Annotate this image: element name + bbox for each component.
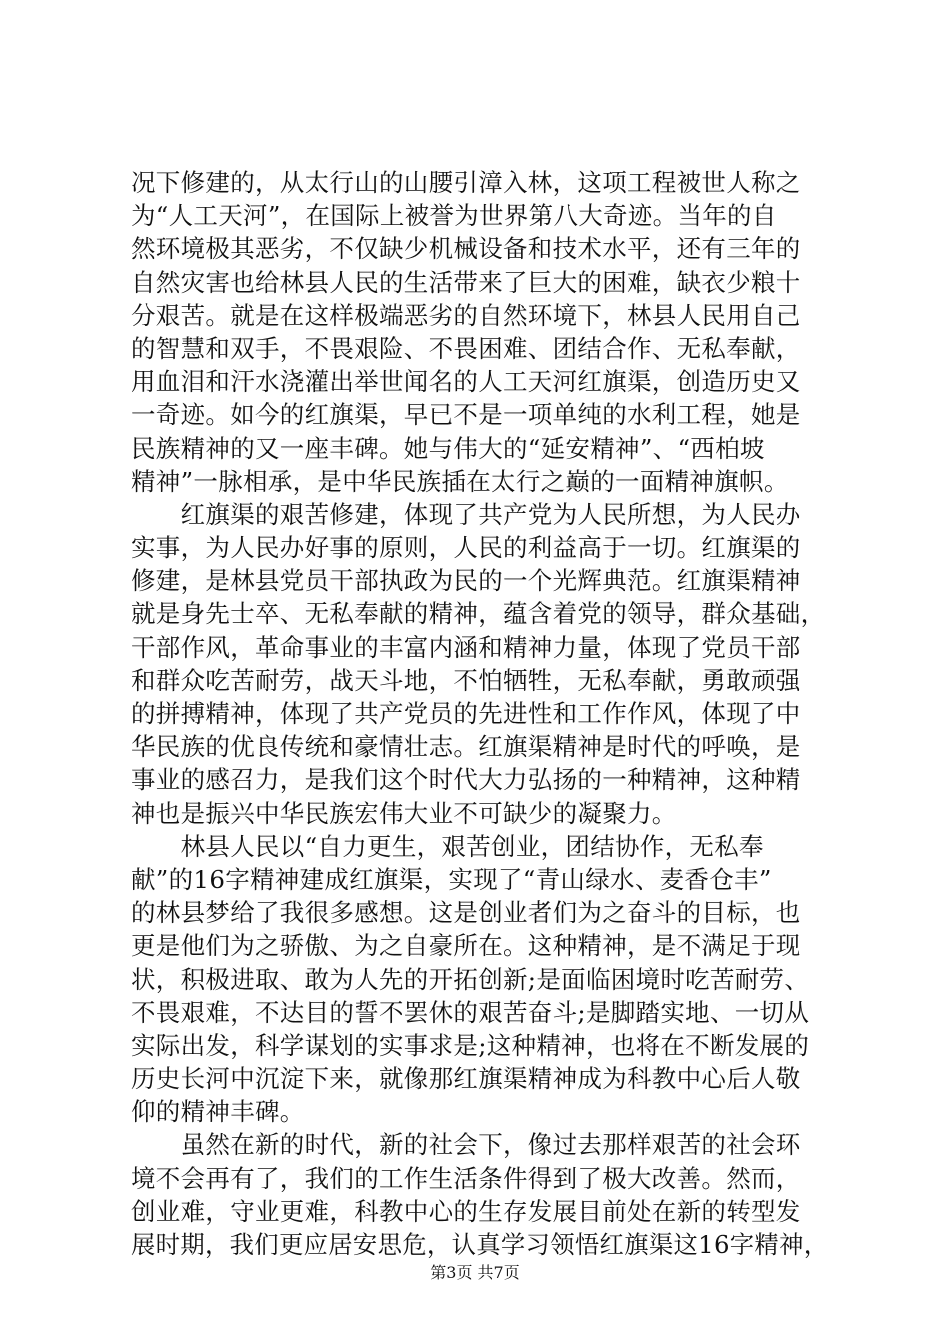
text-line: 分艰苦。就是在这样极端恶劣的自然环境下，林县人民用自己: [131, 300, 801, 330]
text-line: 的拼搏精神，体现了共产党员的先进性和工作作风，体现了中: [131, 699, 801, 728]
text-line: 历史长河中沉淀下来，就像那红旗渠精神成为科教中心后人敬: [131, 1064, 801, 1094]
text-line: 虽然在新的时代，新的社会下，像过去那样艰苦的社会环: [131, 1130, 801, 1160]
text-line: 的智慧和双手，不畏艰险、不畏困难、团结合作、无私奉献，: [131, 333, 801, 363]
text-line: 仰的精神丰碑。: [131, 1097, 305, 1127]
text-line: 林县人民以“自力更生，艰苦创业，团结协作，无私奉: [131, 831, 764, 861]
body-text: [131, 166, 831, 1261]
text-line: 展时期，我们更应居安思危，认真学习领悟红旗渠这16字精神，: [131, 1230, 829, 1259]
text-line: 华民族的优良传统和豪情壮志。红旗渠精神是时代的呼唤，是: [131, 732, 801, 762]
text-line: 况下修建的，从太行山的山腰引漳入林，这项工程被世人称之: [131, 168, 801, 197]
text-line: 一奇迹。如今的红旗渠，早已不是一项单纯的水利工程，她是: [131, 400, 801, 430]
text-line: 用血泪和汗水浇灌出举世闻名的人工天河红旗渠，创造历史又: [131, 367, 801, 397]
text-line: 不畏艰难，不达目的誓不罢休的艰苦奋斗;是脚踏实地、一切从: [131, 997, 810, 1027]
text-line: 创业难，守业更难，科教中心的生存发展目前处在新的转型发: [131, 1196, 801, 1226]
text-line: 状，积极进取、敢为人先的开拓创新;是面临困境时吃苦耐劳、: [131, 964, 810, 994]
text-line: 自然灾害也给林县人民的生活带来了巨大的困难，缺衣少粮十: [131, 267, 801, 297]
text-line: 就是身先士卒、无私奉献的精神，蕴含着党的领导，群众基础，: [131, 599, 826, 629]
text-line: 神也是振兴中华民族宏伟大业不可缺少的凝聚力。: [131, 798, 677, 828]
text-line: 为“人工天河”，在国际上被誉为世界第八大奇迹。当年的自: [131, 201, 777, 231]
text-line: 的林县梦给了我很多感想。这是创业者们为之奋斗的目标，也: [131, 898, 801, 928]
text-line: 献”的16字精神建成红旗渠，实现了“青山绿水、麦香仓丰”: [131, 864, 772, 894]
text-line: 红旗渠的艰苦修建，体现了共产党为人民所想，为人民办: [131, 499, 801, 529]
text-line: 实际出发，科学谋划的实事求是;这种精神，也将在不断发展的: [131, 1030, 810, 1060]
text-line: 更是他们为之骄傲、为之自豪所在。这种精神，是不满足于现: [131, 931, 801, 961]
text-line: 事业的感召力，是我们这个时代大力弘扬的一种精神，这种精: [131, 765, 801, 795]
text-line: 干部作风，革命事业的丰富内涵和精神力量，体现了党员干部: [131, 632, 801, 662]
text-line: 然环境极其恶劣，不仅缺少机械设备和技术水平，还有三年的: [131, 234, 801, 264]
text-line: 和群众吃苦耐劳，战天斗地，不怕牺牲，无私奉献，勇敢顽强: [131, 665, 801, 695]
text-line: 修建，是林县党员干部执政为民的一个光辉典范。红旗渠精神: [131, 566, 801, 596]
text-line: 民族精神的又一座丰碑。她与伟大的“延安精神”、“西柏坡: [131, 433, 765, 463]
page-footer: 第3页 共7页: [430, 1263, 520, 1282]
text-line: 境不会再有了，我们的工作生活条件得到了极大改善。然而，: [131, 1163, 801, 1193]
text-line: 精神”一脉相承，是中华民族插在太行之巅的一面精神旗帜。: [131, 466, 789, 496]
text-line: 实事，为人民办好事的原则，人民的利益高于一切。红旗渠的: [131, 533, 801, 563]
